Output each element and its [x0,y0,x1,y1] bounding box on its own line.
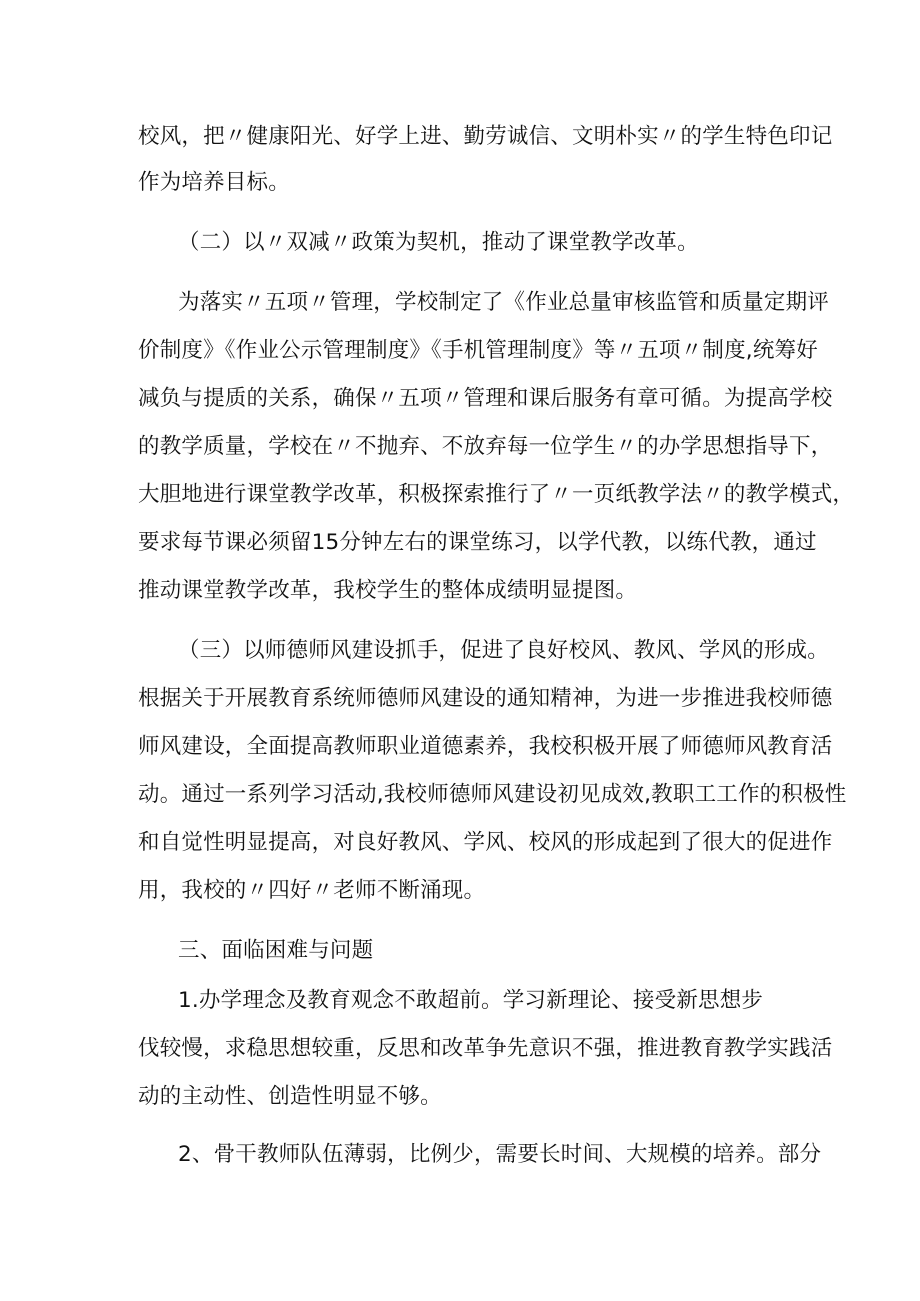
text-line: 校风，把〃健康阳光、好学上进、勤劳诚信、文明朴实〃的学生特色印记 [138,124,833,149]
text-line: 作为培养目标。 [138,170,290,195]
text-line: 价制度》《作业公示管理制度》《手机管理制度》等〃五项〃制度,统筹好 [138,338,818,363]
text-line: 要求每节课必须留15分钟左右的课堂练习，以学代教，以练代教，通过 [138,530,817,555]
text-line: 推动课堂教学改革，我校学生的整体成绩明显提图。 [138,578,638,603]
text-line: 和自觉性明显提高，对良好教风、学风、校风的形成起到了很大的促进作 [138,830,833,855]
section-heading: （二）以〃双减〃政策为契机，推动了课堂教学改革。 [178,230,699,255]
section-heading: 三、面临困难与问题 [178,938,374,963]
text-line: 根据关于开展教育系统师德师风建设的通知精神，为进一步推进我校师德 [138,686,833,711]
text-line: 1.办学理念及教育观念不敢超前。学习新理论、接受新思想步 [178,988,764,1013]
text-line: 为落实〃五项〃管理，学校制定了《作业总量审核监管和质量定期评 [178,290,830,315]
text-line: 2、骨干教师队伍薄弱，比例少，需要长时间、大规模的培养。部分 [178,1142,822,1167]
text-line: 大胆地进行课堂教学改革，积极探索推行了〃一页纸教学法〃的教学模式， [138,482,855,507]
text-line: 的教学质量，学校在〃不抛弃、不放弃每一位学生〃的办学思想指导下， [138,434,833,459]
text-line: 用，我校的〃四好〃老师不断涌现。 [138,878,486,903]
text-line: 动的主动性、创造性明显不够。 [138,1084,442,1109]
text-line: 动。通过一系列学习活动,我校师德师风建设初见成效,教职工工作的积极性 [138,782,847,807]
section-heading: （三）以师德师风建设抓手，促进了良好校风、教风、学风的形成。 [178,638,830,663]
text-line: 师风建设，全面提高教师职业道德素养，我校积极开展了师德师风教育活 [138,734,833,759]
text-line: 减负与提质的关系，确保〃五项〃管理和课后服务有章可循。为提高学校 [138,386,833,411]
text-line: 伐较慢，求稳思想较重，反思和改革争先意识不强，推进教育教学实践活 [138,1036,833,1061]
